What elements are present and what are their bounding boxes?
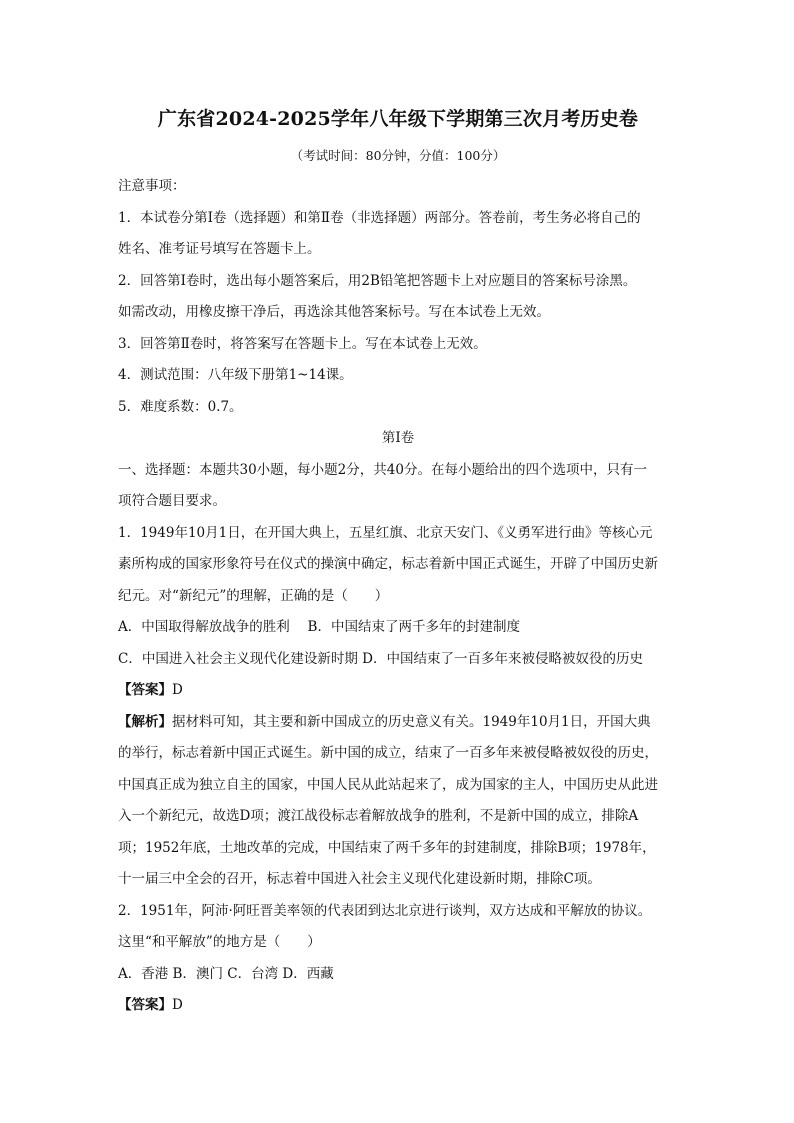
answer-value: D [172,997,183,1013]
q2-options-line-1: A．香港 B．澳门 C．台湾 D．西藏 [118,965,334,982]
q1-answer [118,675,678,707]
answer-value: D [172,682,183,698]
q1-analysis-line-2: 的举行，标志着新中国正式诞生。新中国的成立，结束了一百多年来被侵略被奴役的历史， [118,745,658,761]
document-body [118,171,678,1022]
part1-instructions-line-1: 一、选择题：本题共30小题，每小题2分，共40分。在每小题给出的四个选项中，只有一 [118,461,647,478]
q1-options-line-1: A．中国取得解放战争的胜利 B．中国结束了两千多年的封建制度 [118,619,520,635]
note-4: 4．测试范围：八年级下册第1~14课。 [118,367,353,383]
q1-stem-line-3: 纪元。对“新纪元”的理解，正确的是（ ） [118,587,389,604]
note-2-line-2: 如需改动，用橡皮擦干净后，再选涂其他答案标号。写在本试卷上无效。 [118,304,550,320]
q1-stem-line-2: 素所构成的国家形象符号在仪式的操演中确定，标志着新中国正式诞生，开辟了中国历史新 [118,556,658,572]
q2-stem-line-2: 这里“和平解放”的地方是（ ） [118,934,321,950]
page-title: 广东省2024-2025学年八年级下学期第三次月考历史卷 [157,108,639,130]
note-3: 3．回答第Ⅱ卷时，将答案写在答题卡上。写在本试卷上无效。 [118,335,487,352]
note-5: 5．难度系数：0.7。 [118,398,243,415]
part1-instructions-line-2: 项符合题目要求。 [118,493,226,509]
answer-tag: 【答案】 [118,682,172,698]
q1-analysis-line-4: 入一个新纪元，故选D项；渡江战役标志着解放战争的胜利，不是新中国的成立，排除A [118,808,639,824]
exam-info: （考试时间：80分钟，分值：100分） [290,148,506,163]
answer-tag: 【答案】 [118,997,172,1013]
notes-heading: 注意事项： [118,178,186,194]
q1-analysis-line-3: 中国真正成为独立自主的国家，中国人民从此站起来了，成为国家的主人，中国历史从此进 [118,776,658,793]
q1-options-line-2: C．中国进入社会主义现代化建设新时期 D．中国结束了一百多年来被侵略被奴役的历史 [118,650,643,667]
q2-stem-line-1: 2．1951年，阿沛·阿旺晋美率领的代表团到达北京进行谈判，双方达成和平解放的协议。 [118,902,652,919]
analysis-text: 据材料可知，其主要和新中国成立的历史意义有关。1949年10月1日，开国大典 [172,713,651,730]
note-2-line-1: 2．回答第Ⅰ卷时，选出每小题答案后，用2B铅笔把答题卡上对应题目的答案标号涂黑。 [118,272,637,289]
q2-answer [118,990,678,1022]
q1-analysis-line-5: 项；1952年底，土地改革的完成，中国结束了两千多年的封建制度，排除B项；1978年， [118,839,656,856]
note-1-line-1: 1．本试卷分第Ⅰ卷（选择题）和第Ⅱ卷（非选择题）两部分。答卷前，考生务必将自己的 [118,209,641,226]
note-1-line-2: 姓名、准考证号填写在答题卡上。 [118,241,321,257]
q1-stem-line-1: 1．1949年10月1日，在开国大典上，五星红旗、北京天安门、《义勇军进行曲》等核心元 [118,524,653,541]
section-heading: 第Ⅰ卷 [381,430,415,446]
q1-analysis-line-1 [118,707,678,739]
q1-analysis-line-6: 十一届三中全会的召开，标志着中国进入社会主义现代化建设新时期，排除C项。 [118,871,601,887]
analysis-tag: 【解析】 [118,713,172,730]
